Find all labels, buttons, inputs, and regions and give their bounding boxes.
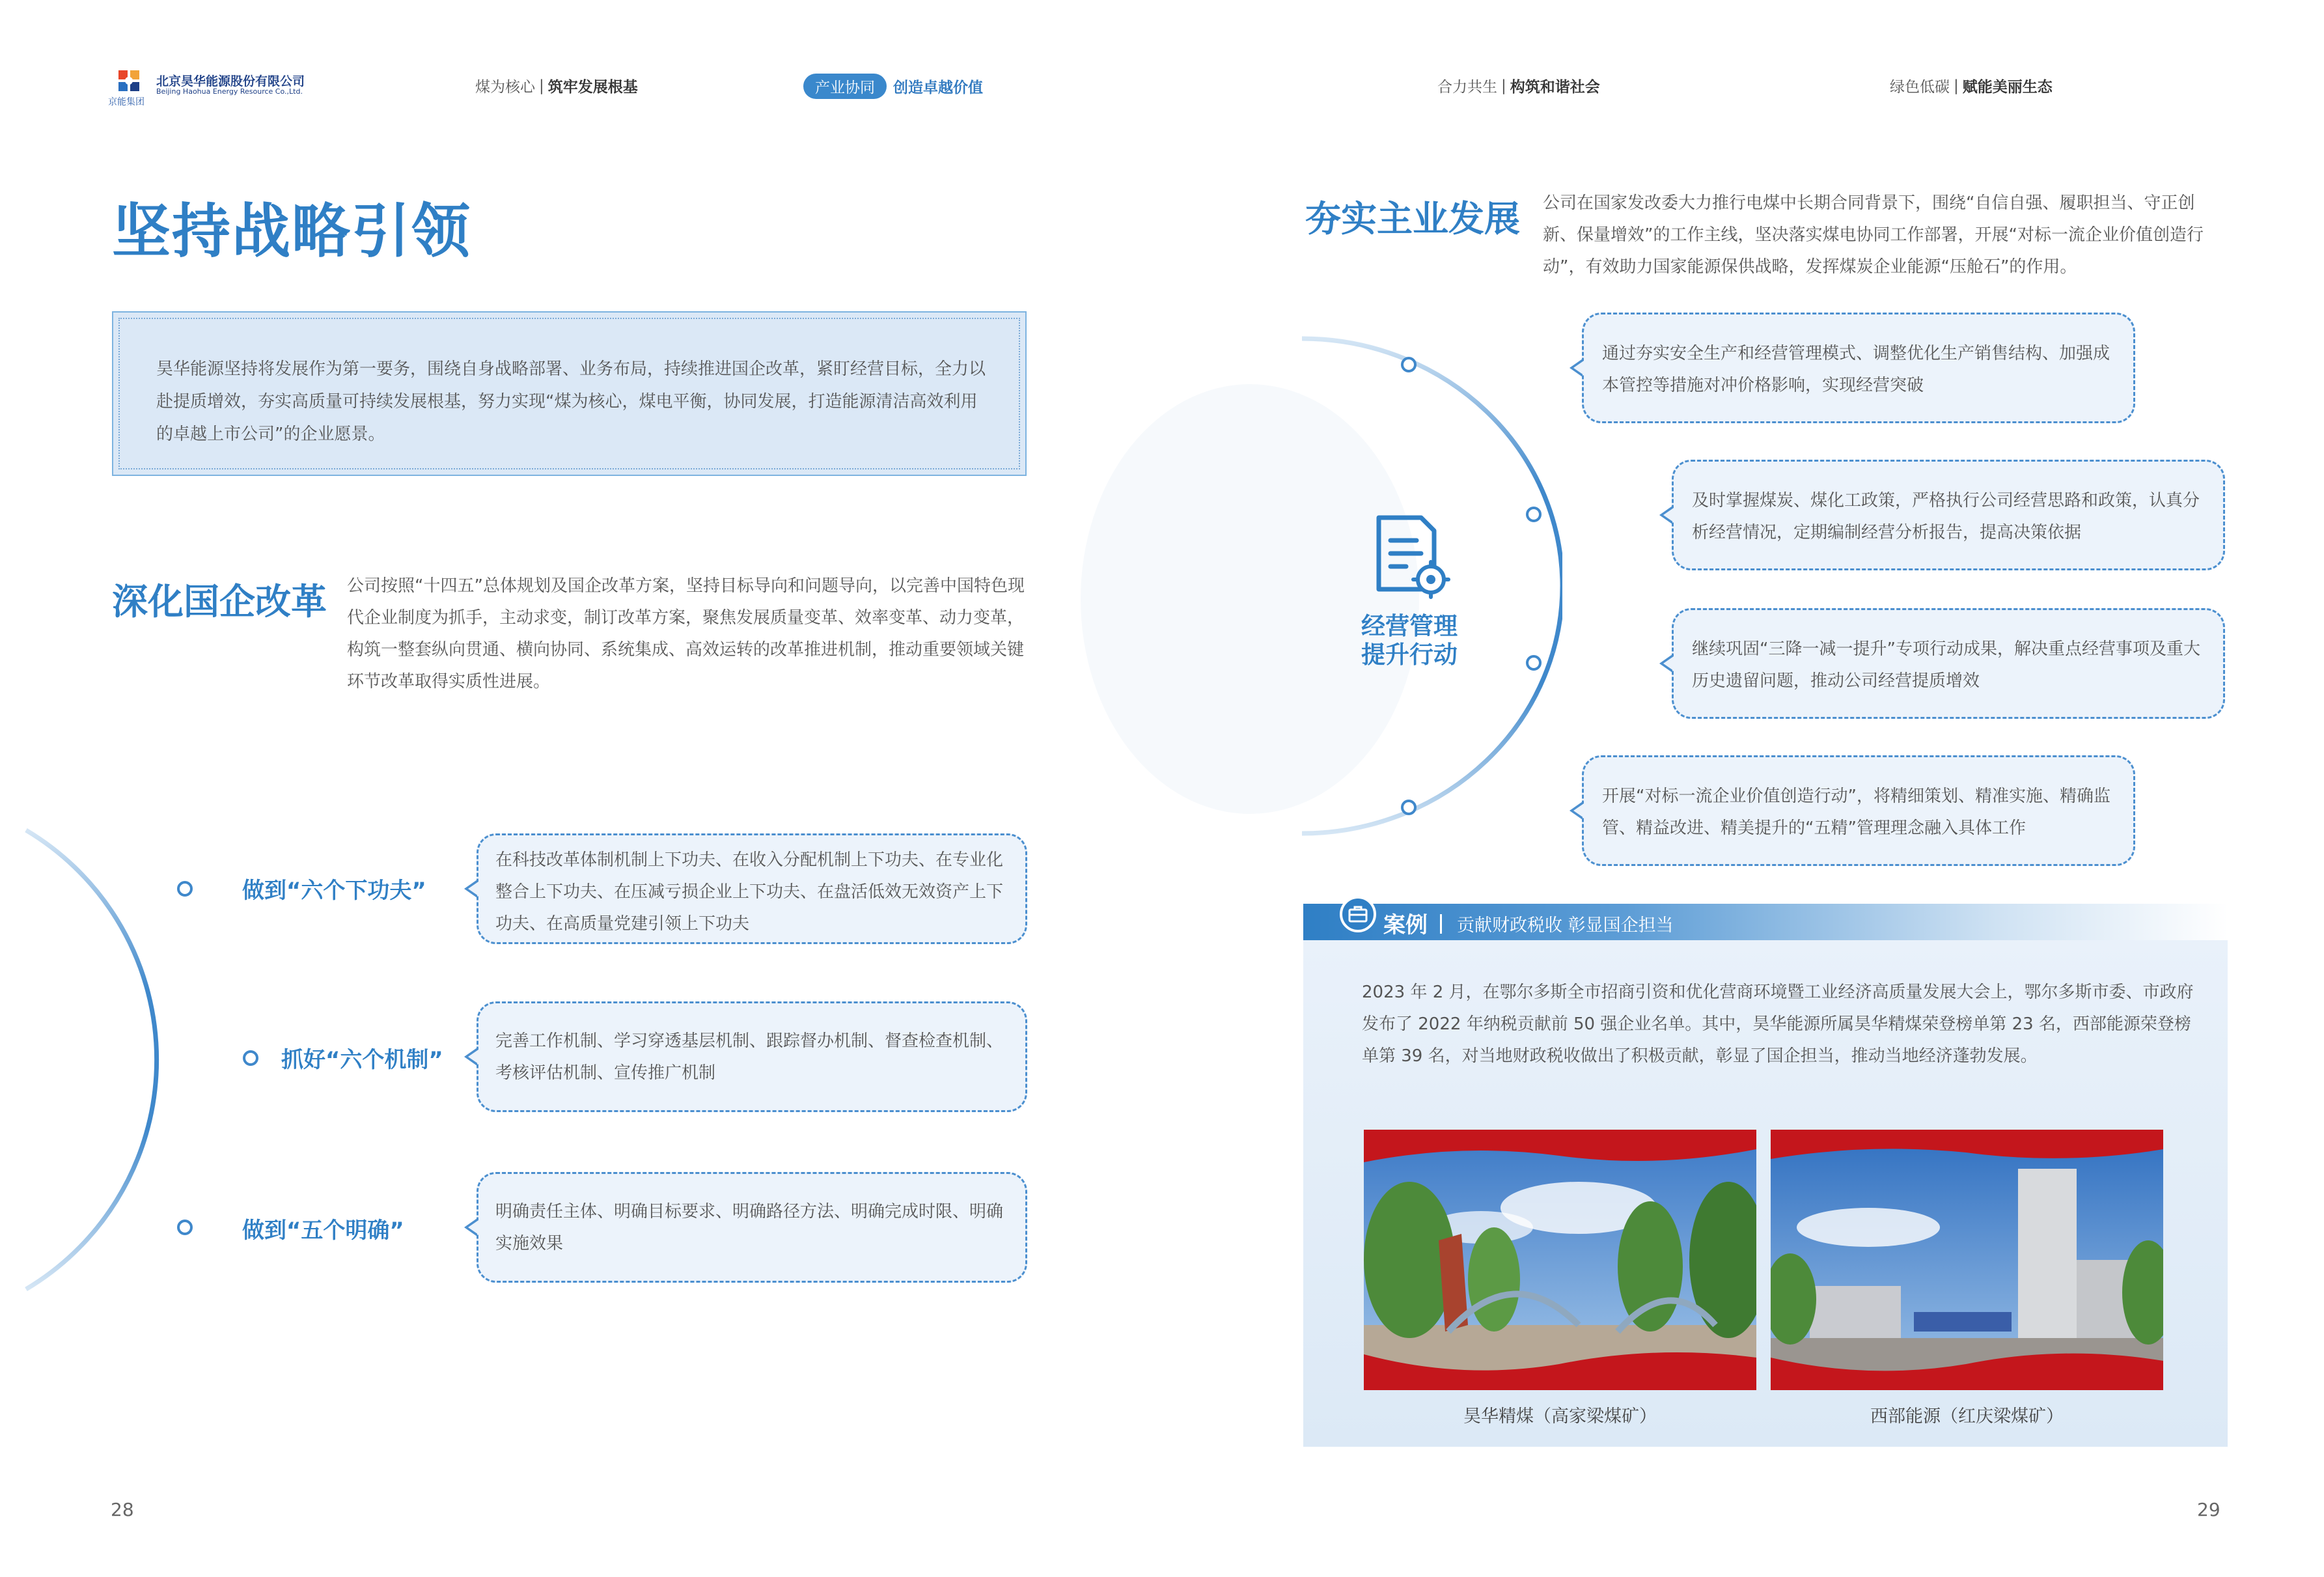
nav-item-3[interactable]: 合力共生 | 构筑和谐社会 [1437, 75, 1600, 96]
item-label-3: 做到“五个明确” [242, 1218, 404, 1244]
section-text-main-business: 公司在国家发改委大力推行电煤中长期合同背景下，围绕“自信自强、履职担当、守正创新、保量增效”的工作主线，坚决落实煤电协同工作部署，开展“对标一流企业价值创造行动”，有效助力国家能源保供战略，发挥煤炭企业能源“压舱石”的作用。 [1543, 193, 2204, 277]
action-text-1: 通过夯实安全生产和经营管理模式、调整优化生产销售结构、加强成本管控等措施对冲价格影响，实现经营突破 [1602, 344, 2110, 395]
nav-prefix: 绿色低碳 [1890, 79, 1950, 96]
arc-node [244, 1052, 257, 1065]
center-label [1341, 612, 1478, 669]
nav-active-pill: 产业协同 [803, 74, 887, 99]
item-label-1: 做到“六个下功夫” [242, 878, 426, 904]
nav-main: 创造卓越价值 [893, 79, 983, 96]
logo-company-en: Beijing Haohua Energy Resource Co.,Ltd. [156, 87, 303, 96]
photo-caption-1: 昊华精煤（高家梁煤矿） [1463, 1406, 1657, 1427]
case-text: 2023 年 2 月，在鄂尔多斯全市招商引资和优化营商环境暨工业经济高质量发展大会上，鄂尔多斯市委、市政府发布了 2022 年纳税贡献前 50 强企业名单。其中，昊华能源所属昊华精煤荣登榜单第 23 名，西部能源荣登榜单第 39 名，对当地财政税收做出了积极贡献，彰显了国企担当，推动当地经济蓬勃发展。 [1362, 983, 2194, 1066]
item-box-3 [477, 1172, 1027, 1283]
arc-node [178, 1221, 191, 1234]
action-box-4 [1582, 755, 2135, 866]
case-divider [1440, 914, 1442, 934]
left-arc-decoration [0, 820, 273, 1302]
logo-group-name: 京能集团 [108, 97, 145, 107]
page-number-left: 28 [111, 1499, 134, 1520]
center-label-line1: 经营管理 [1361, 612, 1458, 640]
action-text-4: 开展“对标一流企业价值创造行动”，将精细策划、精准实施、精确监管、精益改进、精美提升的“五精”管理理念融入具体工作 [1602, 787, 2110, 838]
item-box-1 [477, 833, 1027, 944]
nav-main: 构筑和谐社会 [1510, 79, 1600, 96]
section-title-reform: 深化国企改革 [112, 581, 327, 622]
arc-node [1527, 656, 1540, 669]
nav-prefix: 煤为核心 [475, 79, 535, 96]
intro-box [112, 311, 1027, 476]
page-title: 坚持战略引领 [112, 197, 471, 266]
action-box-2 [1672, 460, 2225, 570]
item-label-2: 抓好“六个机制” [281, 1047, 443, 1073]
section-title-main-business: 夯实主业发展 [1305, 198, 1521, 240]
company-logo [116, 68, 142, 94]
intro-text: 昊华能源坚持将发展作为第一要务，围绕自身战略部署、业务布局，持续推进国企改革，紧盯经营目标，全力以赴提质增效，夯实高质量可持续发展根基，努力实现“煤为核心，煤电平衡，协同发展，打造能源清洁高效利用的卓越上市公司”的企业愿景。 [118, 318, 1020, 469]
nav-main: 赋能美丽生态 [1962, 79, 2053, 96]
section-text-reform: 公司按照“十四五”总体规划及国企改革方案，坚持目标导向和问题导向，以完善中国特色现代企业制度为抓手，主动求变，制订改革方案，聚焦发展质量变革、效率变革、动力变革，构筑一整套纵向贯通、横向协同、系统集成、高效运转的改革推进机制，推动重要领域关键环节改革取得实质性进展。 [347, 576, 1025, 691]
action-text-2: 及时掌握煤炭、煤化工政策，严格执行公司经营思路和政策，认真分析经营情况，定期编制经营分析报告，提高决策依据 [1692, 491, 2200, 542]
nav-item-2-active[interactable] [803, 74, 983, 99]
item-text-1: 在科技改革体制机制上下功夫、在收入分配机制上下功夫、在专业化整合上下功夫、在压减亏损企业上下功夫、在盘活低效无效资产上下功夫、在高质量党建引领上下功夫 [495, 850, 1004, 934]
item-box-2 [477, 1001, 1027, 1112]
nav-item-4[interactable]: 绿色低碳 | 赋能美丽生态 [1890, 75, 2053, 96]
briefcase-icon [1340, 896, 1376, 932]
case-subtitle: 贡献财政税收 彰显国企担当 [1457, 915, 1674, 936]
case-photo-1 [1364, 1130, 1756, 1390]
nav-prefix: 合力共生 [1437, 79, 1497, 96]
arc-node [178, 882, 191, 895]
action-box-3 [1672, 608, 2225, 719]
action-text-3: 继续巩固“三降一减一提升”专项行动成果，解决重点经营事项及重大历史遗留问题，推动公司经营提质增效 [1692, 639, 2200, 691]
document-gear-icon [1366, 511, 1450, 602]
nav-main: 筑牢发展根基 [547, 79, 638, 96]
page-number-right: 29 [2197, 1499, 2220, 1520]
action-box-1 [1582, 313, 2135, 423]
case-label: 案例 [1383, 912, 1428, 938]
case-photo-2 [1771, 1130, 2163, 1390]
center-label-line2: 提升行动 [1361, 641, 1458, 669]
arc-node [1527, 508, 1540, 521]
logo-company-cn: 北京昊华能源股份有限公司 [156, 74, 305, 89]
item-text-2: 完善工作机制、学习穿透基层机制、跟踪督办机制、督查检查机制、考核评估机制、宣传推广机制 [495, 1031, 1004, 1083]
item-text-3: 明确责任主体、明确目标要求、明确路径方法、明确完成时限、明确实施效果 [495, 1202, 1004, 1253]
photo-caption-2: 西部能源（红庆梁煤矿） [1870, 1406, 2064, 1427]
nav-item-1[interactable]: 煤为核心 | 筑牢发展根基 [475, 75, 638, 96]
case-banner [1303, 904, 2228, 940]
